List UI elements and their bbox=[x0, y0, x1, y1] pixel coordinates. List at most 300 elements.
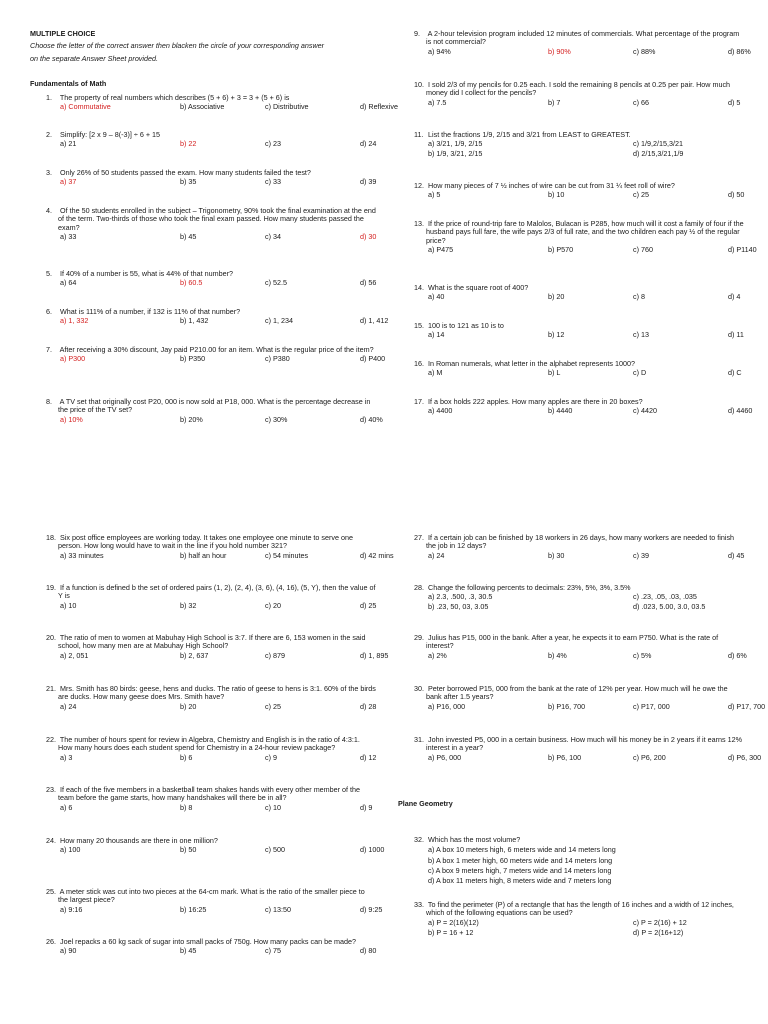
question-text bbox=[30, 837, 376, 845]
answer-option-d[interactable]: d) 4 bbox=[728, 292, 741, 302]
answer-option[interactable]: b) 1/9, 3/21, 2/15 bbox=[428, 149, 483, 159]
answer-option-d[interactable]: d) 24 bbox=[360, 139, 377, 149]
answer-option-c[interactable]: c) 75 bbox=[265, 946, 281, 956]
question-25 bbox=[30, 887, 383, 915]
answer-option-b[interactable]: b) 32 bbox=[180, 600, 197, 610]
answer-option-c[interactable]: c) 54 minutes bbox=[265, 550, 309, 560]
answer-option-a[interactable]: a) 64 bbox=[60, 278, 77, 288]
question-2 bbox=[30, 131, 376, 149]
question-number: 16. bbox=[414, 359, 424, 368]
question-text bbox=[398, 220, 744, 245]
answer-option-c[interactable]: c) P17, 000 bbox=[633, 701, 670, 711]
question-stem: What is the square root of 400? bbox=[428, 283, 529, 292]
question-text bbox=[30, 398, 376, 415]
answer-option-c[interactable]: c) 1, 234 bbox=[265, 316, 293, 326]
answer-option[interactable]: c) 1/9,2/15,3/21 bbox=[633, 139, 683, 149]
answer-option-d[interactable]: d) Reflexive bbox=[360, 102, 398, 112]
answer-option-a[interactable]: a) P16, 000 bbox=[428, 701, 466, 711]
question-text bbox=[30, 346, 376, 354]
answer-options bbox=[398, 650, 747, 661]
answer-option-b[interactable]: b) 20% bbox=[180, 414, 203, 424]
answer-options bbox=[30, 703, 376, 712]
answer-option-a[interactable]: a) 6 bbox=[60, 802, 73, 812]
question-stem: If a box holds 222 apples. How many apples are there in 20 boxes? bbox=[428, 397, 643, 406]
answer-option-d[interactable]: d) 11 bbox=[728, 330, 744, 340]
answer-option-a[interactable]: a) P475 bbox=[428, 244, 454, 254]
answer-option-d[interactable]: d) 4460 bbox=[728, 406, 753, 416]
question-text bbox=[398, 30, 744, 47]
answer-option-c[interactable]: c) 500 bbox=[265, 845, 285, 855]
question-stem: Simplify: [2 x 9 – 8(-3)] ÷ 6 + 15 bbox=[60, 130, 161, 139]
question-number: 25. bbox=[46, 887, 56, 896]
answer-options bbox=[30, 804, 376, 813]
answer-option-a[interactable]: a) 7.5 bbox=[428, 97, 447, 107]
question-22 bbox=[30, 736, 376, 763]
answer-option-d[interactable]: d) A box 11 meters high, 8 meters wide and 7 meters long bbox=[428, 876, 612, 886]
question-stem: Only 26% of 50 students passed the exam. How many students failed the test? bbox=[60, 168, 311, 177]
answer-options-row bbox=[398, 150, 744, 159]
answer-option-b[interactable]: b) 45 bbox=[180, 946, 197, 956]
question-text bbox=[398, 360, 744, 368]
answer-option-a[interactable]: a) 2, 051 bbox=[60, 650, 89, 660]
answer-option-c[interactable]: c) 20 bbox=[265, 600, 281, 610]
answer-option[interactable]: c) .23, .05, .03, .035 bbox=[633, 592, 697, 602]
question-number: 11. bbox=[414, 130, 424, 139]
answer-option-c[interactable]: c) 13:50 bbox=[265, 904, 291, 914]
question-stem: Change the following percents to decimals: 23%, 5%, 3%, 3.5% bbox=[428, 583, 631, 592]
answer-option[interactable]: a) P = 2(16)(12) bbox=[428, 917, 479, 927]
answer-option-a[interactable]: a) P6, 000 bbox=[428, 752, 462, 762]
answer-option-d[interactable]: d) P1140 bbox=[728, 244, 757, 254]
answer-option-d[interactable]: d) 80 bbox=[360, 946, 377, 956]
question-12 bbox=[398, 182, 744, 200]
answer-option-c[interactable]: c) 879 bbox=[265, 650, 285, 660]
question-stem: A meter stick was cut into two pieces at the 64-cm mark. What is the ratio of the smaller piece to the largest piece? bbox=[58, 887, 365, 905]
question-1 bbox=[30, 93, 398, 112]
question-number: 22. bbox=[46, 735, 56, 744]
instruction-line-2: on the separate Answer Sheet provided. bbox=[30, 53, 158, 63]
question-stem: A 2-hour television program included 12 minutes of commercials. What percentage of the program is not commercial? bbox=[426, 29, 740, 47]
question-stem: A TV set that originally cost P20, 000 is now sold at P18, 000. What is the percentage decrease in the price of the TV set? bbox=[58, 397, 371, 415]
question-stem: To find the perimeter (P) of a rectangle that has the length of 16 inches and a width of 12 inches, which of the following equations can be used? bbox=[426, 900, 734, 918]
answer-option-c[interactable]: c) 25 bbox=[265, 701, 281, 711]
answer-option-b[interactable]: b) P6, 100 bbox=[548, 752, 582, 762]
answer-option-d[interactable]: d) 30 bbox=[360, 231, 377, 241]
answer-options bbox=[398, 331, 744, 340]
answer-option-a[interactable]: a) 40 bbox=[428, 292, 445, 302]
question-28 bbox=[398, 584, 744, 612]
answer-option-b[interactable]: b) 1, 432 bbox=[180, 316, 209, 326]
question-29 bbox=[398, 633, 747, 661]
answer-option-c[interactable]: c) 760 bbox=[633, 244, 653, 254]
answer-option-c[interactable]: c) 8 bbox=[633, 292, 645, 302]
question-stem: Peter borrowed P15, 000 from the bank at the rate of 12% per year. How much will he owe the bank after 1.5 years? bbox=[426, 684, 728, 702]
answer-option-a[interactable]: a) 21 bbox=[60, 139, 77, 149]
question-text bbox=[398, 398, 744, 406]
answer-options-row bbox=[398, 919, 744, 928]
answer-option-d[interactable]: d) P400 bbox=[360, 354, 386, 364]
question-text bbox=[398, 685, 744, 702]
answer-options bbox=[398, 752, 762, 763]
answer-options bbox=[30, 414, 383, 425]
answer-options bbox=[30, 354, 386, 364]
question-10 bbox=[398, 81, 744, 108]
question-number: 20. bbox=[46, 633, 56, 642]
answer-option-c[interactable]: c) 52.5 bbox=[265, 278, 287, 288]
answer-option-a[interactable]: a) A box 10 meters high, 6 meters wide and 14 meters long bbox=[428, 845, 616, 855]
question-stem: Which has the most volume? bbox=[428, 835, 521, 844]
question-number: 30. bbox=[414, 684, 424, 693]
question-text bbox=[30, 131, 376, 139]
question-33 bbox=[398, 901, 744, 938]
answer-options bbox=[30, 947, 376, 956]
answer-option-c[interactable]: c) 30% bbox=[265, 414, 288, 424]
answer-option-b[interactable]: b) L bbox=[548, 368, 561, 378]
question-stem: The property of real numbers which describes (5 + 6) + 3 = 3 + (5 + 6) is bbox=[59, 93, 290, 102]
question-20 bbox=[30, 633, 389, 661]
answer-options bbox=[398, 552, 744, 561]
answer-option-d[interactable]: d) 9:25 bbox=[360, 904, 383, 914]
answer-option-a[interactable]: a) 24 bbox=[60, 701, 77, 711]
answer-option[interactable]: d) P = 2(16+12) bbox=[633, 927, 684, 937]
question-text bbox=[398, 182, 744, 190]
answer-options bbox=[398, 191, 744, 200]
answer-options bbox=[398, 46, 751, 57]
question-text bbox=[30, 169, 376, 177]
answer-option[interactable]: b) P = 16 + 12 bbox=[428, 927, 474, 937]
answer-option-b[interactable]: b) P16, 700 bbox=[548, 701, 586, 711]
question-text bbox=[30, 786, 376, 803]
answer-options-row bbox=[398, 929, 744, 938]
question-stem: If a certain job can be finished by 18 workers in 26 days, how many workers are needed to finish the job in 12 days? bbox=[426, 533, 735, 551]
answer-option-b[interactable]: b) 12 bbox=[548, 330, 565, 340]
question-number: 33. bbox=[414, 900, 424, 909]
answer-options bbox=[398, 293, 744, 302]
answer-options bbox=[30, 602, 376, 611]
question-stem: What is 111% of a number, if 132 is 11% of that number? bbox=[60, 307, 241, 316]
question-text bbox=[30, 938, 376, 946]
answer-option-b[interactable]: b) P350 bbox=[180, 354, 206, 364]
question-11 bbox=[398, 131, 744, 159]
answer-option-c[interactable]: c) D bbox=[633, 368, 647, 378]
question-number: 9. bbox=[414, 29, 420, 38]
question-stem: John invested P5, 000 in a certain business. How much will his money be in 2 years if it earns 12% interest in a year? bbox=[426, 735, 743, 753]
question-number: 27. bbox=[414, 533, 424, 542]
answer-option-b[interactable]: b) A box 1 meter high, 60 meters wide and 14 meters long bbox=[428, 855, 613, 865]
answer-option-d[interactable]: d) 1, 412 bbox=[360, 316, 389, 326]
question-stem: I sold 2/3 of my pencils for 0.25 each. I sold the remaining 8 pencils at 0.25 per pair. How much money did I collect for the pencils? bbox=[426, 80, 731, 98]
answer-option-a[interactable]: a) 33 bbox=[60, 231, 77, 241]
answer-option-b[interactable]: b) 16:25 bbox=[180, 904, 207, 914]
question-stem: If 40% of a number is 55, what is 44% of that number? bbox=[60, 269, 233, 278]
answer-option[interactable]: c) P = 2(16) + 12 bbox=[633, 917, 687, 927]
answer-option-d[interactable]: d) P17, 700 bbox=[728, 701, 766, 711]
question-21 bbox=[30, 685, 376, 712]
question-7 bbox=[30, 345, 386, 364]
answer-options bbox=[398, 369, 744, 378]
question-text bbox=[30, 207, 376, 232]
answer-option-a[interactable]: a) P300 bbox=[60, 354, 86, 364]
answer-option-b[interactable]: b) 7 bbox=[548, 97, 561, 107]
answer-option-a[interactable]: a) 94% bbox=[428, 46, 451, 56]
instruction-line-1: Choose the letter of the correct answer then blacken the circle of your corresponding answer bbox=[30, 41, 325, 51]
answer-option-b[interactable]: b) 10 bbox=[548, 190, 565, 200]
answer-option-c[interactable]: c) A box 9 meters high, 7 meters wide and 14 meters long bbox=[428, 865, 612, 875]
answer-option-c[interactable]: c) P380 bbox=[265, 354, 290, 364]
answer-option-a[interactable]: a) 33 minutes bbox=[60, 550, 104, 560]
answer-option-b[interactable]: b) 90% bbox=[548, 46, 571, 56]
answer-option-b[interactable]: b) 35 bbox=[180, 177, 197, 187]
question-26 bbox=[30, 938, 376, 956]
question-text bbox=[30, 736, 376, 753]
answer-option-a[interactable]: a) 5 bbox=[428, 190, 441, 200]
answer-option-c[interactable]: c) 9 bbox=[265, 752, 277, 762]
answer-option-c[interactable]: c) 25 bbox=[633, 190, 649, 200]
exam-title: MULTIPLE CHOICE bbox=[30, 29, 96, 38]
answer-option[interactable]: d) 2/15,3/21,1/9 bbox=[633, 149, 684, 159]
answer-options bbox=[398, 701, 766, 712]
question-text bbox=[398, 131, 744, 139]
question-8 bbox=[30, 397, 383, 425]
answer-option-b[interactable]: b) P570 bbox=[548, 244, 574, 254]
answer-option-a[interactable]: a) 10% bbox=[60, 414, 83, 424]
answer-option-c[interactable]: c) 66 bbox=[633, 97, 649, 107]
question-text bbox=[30, 888, 376, 905]
answer-option-d[interactable]: d) 9 bbox=[360, 802, 373, 812]
question-number: 6. bbox=[46, 307, 52, 316]
answer-options-row bbox=[398, 603, 744, 612]
answer-options bbox=[30, 102, 398, 112]
question-text bbox=[398, 534, 744, 551]
question-text bbox=[398, 284, 744, 292]
answer-option-d[interactable]: d) 1, 895 bbox=[360, 650, 389, 660]
answer-option-c[interactable]: c) 4420 bbox=[633, 406, 657, 416]
question-16 bbox=[398, 360, 744, 378]
question-number: 19. bbox=[46, 583, 56, 592]
question-number: 13. bbox=[414, 219, 424, 228]
answer-option-c[interactable]: c) 39 bbox=[633, 550, 649, 560]
answer-option-a[interactable]: a) 1, 332 bbox=[60, 316, 89, 326]
exam-header bbox=[30, 30, 376, 63]
question-6 bbox=[30, 307, 389, 326]
answer-options-row bbox=[398, 593, 744, 602]
question-text bbox=[398, 634, 744, 651]
answer-option-c[interactable]: c) 13 bbox=[633, 330, 649, 340]
answer-option-d[interactable]: d) C bbox=[728, 368, 742, 378]
answer-option-a[interactable]: a) M bbox=[428, 368, 443, 378]
question-stem: Of the 50 students enrolled in the subject – Trigonometry, 90% took the final examination at the end of the term. Two-thirds of those who took the final exam passed. How many students passed the exam? bbox=[58, 206, 376, 232]
section-fundamentals-heading: Fundamentals of Math bbox=[30, 79, 107, 88]
answer-options bbox=[398, 244, 757, 255]
question-number: 23. bbox=[46, 785, 56, 794]
answer-option-b[interactable]: b) 45 bbox=[180, 231, 197, 241]
question-text bbox=[398, 322, 744, 330]
question-text bbox=[398, 584, 744, 592]
question-27 bbox=[398, 534, 744, 561]
question-number: 28. bbox=[414, 583, 424, 592]
question-number: 3. bbox=[46, 168, 52, 177]
answer-option-d[interactable]: d) 86% bbox=[728, 46, 751, 56]
answer-option-c[interactable]: c) 23 bbox=[265, 139, 281, 149]
answer-option-a[interactable]: a) 10 bbox=[60, 600, 77, 610]
answer-option-c[interactable]: c) 5% bbox=[633, 650, 652, 660]
question-stem: After receiving a 30% discount, Jay paid P210.00 for an item. What is the regular price of the item? bbox=[59, 345, 374, 354]
question-number: 7. bbox=[46, 345, 52, 354]
answer-option-d[interactable]: d) 12 bbox=[360, 752, 377, 762]
question-3 bbox=[30, 169, 376, 187]
answer-option-d[interactable]: d) 42 mins bbox=[360, 550, 394, 560]
question-text bbox=[398, 901, 744, 918]
answer-option-d[interactable]: d) 28 bbox=[360, 701, 377, 711]
question-23 bbox=[30, 786, 376, 813]
question-number: 12. bbox=[414, 181, 424, 190]
question-stem: List the fractions 1/9, 2/15 and 3/21 from LEAST to GREATEST. bbox=[428, 130, 631, 139]
answer-option-b[interactable]: b) 50 bbox=[180, 845, 197, 855]
answer-option-d[interactable]: d) 5 bbox=[728, 97, 741, 107]
question-number: 5. bbox=[46, 269, 52, 278]
question-stem: Mrs. Smith has 80 birds: geese, hens and ducks. The ratio of geese to hens is 3:1. 60% of the birds are ducks. How many geese does Mrs. Smith have? bbox=[58, 684, 376, 702]
answer-options bbox=[30, 178, 376, 187]
answer-option-d[interactable]: d) 45 bbox=[728, 550, 745, 560]
question-text bbox=[30, 94, 376, 102]
answer-option-a[interactable]: a) 3 bbox=[60, 752, 73, 762]
question-number: 31. bbox=[414, 735, 424, 744]
answer-option-a[interactable]: a) 100 bbox=[60, 845, 81, 855]
answer-option-d[interactable]: d) P6, 300 bbox=[728, 752, 762, 762]
answer-option-d[interactable]: d) 50 bbox=[728, 190, 745, 200]
answer-options bbox=[30, 845, 385, 855]
question-text bbox=[398, 836, 744, 844]
answer-option-b[interactable]: b) 22 bbox=[180, 139, 197, 149]
question-stem: In Roman numerals, what letter in the alphabet represents 1000? bbox=[428, 359, 635, 368]
answer-option-c[interactable]: c) P6, 200 bbox=[633, 752, 666, 762]
question-stem: Julius has P15, 000 in the bank. After a year, he expects it to earn P750. What is the rate of interest? bbox=[426, 633, 719, 651]
answer-options bbox=[398, 99, 744, 108]
answer-option-a[interactable]: a) 4400 bbox=[428, 406, 453, 416]
question-number: 32. bbox=[414, 835, 424, 844]
question-9 bbox=[398, 29, 751, 57]
question-number: 26. bbox=[46, 937, 56, 946]
answer-option-c[interactable]: c) Distributive bbox=[265, 102, 309, 112]
answer-option-b[interactable]: b) 20 bbox=[548, 292, 565, 302]
answer-option[interactable]: d) .023, 5.00, 3.0, 03.5 bbox=[633, 602, 706, 612]
question-number: 2. bbox=[46, 130, 52, 139]
question-18 bbox=[30, 533, 394, 561]
question-text bbox=[30, 308, 376, 316]
answer-options bbox=[30, 140, 376, 149]
answer-option-a[interactable]: a) 24 bbox=[428, 550, 445, 560]
question-number: 21. bbox=[46, 684, 56, 693]
question-5 bbox=[30, 270, 376, 288]
question-31 bbox=[398, 735, 762, 763]
question-number: 10. bbox=[414, 80, 424, 89]
answer-option-c[interactable]: c) 88% bbox=[633, 46, 656, 56]
question-text bbox=[398, 736, 744, 753]
question-text bbox=[30, 270, 376, 278]
answer-option-b[interactable]: b) 20 bbox=[180, 701, 197, 711]
answer-option[interactable]: a) 3/21, 1/9, 2/15 bbox=[428, 139, 483, 149]
question-number: 15. bbox=[414, 321, 424, 330]
answer-option-c[interactable]: c) 10 bbox=[265, 802, 281, 812]
answer-options bbox=[398, 846, 744, 885]
answer-option-b[interactable]: b) 6 bbox=[180, 752, 193, 762]
question-number: 24. bbox=[46, 836, 56, 845]
question-number: 29. bbox=[414, 633, 424, 642]
answer-options bbox=[30, 754, 376, 763]
answer-option-b[interactable]: b) half an hour bbox=[180, 550, 227, 560]
question-stem: How many 20 thousands are there in one million? bbox=[60, 836, 218, 845]
answer-option-b[interactable]: b) 2, 637 bbox=[180, 650, 209, 660]
answer-option-a[interactable]: a) 90 bbox=[60, 946, 77, 956]
answer-option-d[interactable]: d) 56 bbox=[360, 278, 377, 288]
answer-option-a[interactable]: a) 37 bbox=[60, 177, 77, 187]
question-number: 18. bbox=[46, 533, 56, 542]
question-text bbox=[30, 685, 376, 702]
answer-options bbox=[30, 279, 376, 288]
answer-option-d[interactable]: d) 39 bbox=[360, 177, 377, 187]
question-text bbox=[30, 584, 376, 601]
answer-option-a[interactable]: a) 14 bbox=[428, 330, 445, 340]
answer-option-d[interactable]: d) 40% bbox=[360, 414, 383, 424]
question-stem: If the price of round-trip fare to Malolos, Bulacan is P285, how much will it cost a family of four if the husband pays full fare, the wife pays 2/3 of full rate, and the two children each pay ½ of the regular price? bbox=[426, 219, 744, 245]
question-number: 17. bbox=[414, 397, 424, 406]
question-number: 1. bbox=[46, 93, 52, 102]
answer-option-c[interactable]: c) 34 bbox=[265, 231, 281, 241]
question-text bbox=[30, 534, 376, 551]
answer-option-a[interactable]: a) 9:16 bbox=[60, 904, 83, 914]
answer-option-a[interactable]: a) Commutative bbox=[60, 102, 111, 112]
question-19 bbox=[30, 584, 376, 611]
answer-option-b[interactable]: b) 30 bbox=[548, 550, 565, 560]
question-4 bbox=[30, 207, 376, 242]
answer-options bbox=[30, 316, 389, 326]
section-geometry-heading: Plane Geometry bbox=[398, 799, 453, 808]
answer-option-b[interactable]: b) 8 bbox=[180, 802, 193, 812]
answer-options bbox=[30, 233, 376, 242]
question-number: 14. bbox=[414, 283, 424, 292]
answer-option[interactable]: b) .23, 50, 03, 3.05 bbox=[428, 602, 489, 612]
answer-option-b[interactable]: b) 4% bbox=[548, 650, 567, 660]
answer-option-d[interactable]: d) 1000 bbox=[360, 845, 385, 855]
answer-option-a[interactable]: a) 2% bbox=[428, 650, 447, 660]
answer-option-c[interactable]: c) 33 bbox=[265, 177, 281, 187]
question-17 bbox=[398, 397, 753, 416]
question-stem: If a function is defined b the set of ordered pairs (1, 2), (2, 4), (3, 6), (4, 16), (5, Y), then the value of Y is bbox=[58, 583, 376, 601]
answer-option-b[interactable]: b) 4440 bbox=[548, 406, 573, 416]
question-stem: How many pieces of 7 ½ inches of wire can be cut from 31 ¼ feet roll of wire? bbox=[428, 181, 675, 190]
answer-option-b[interactable]: b) Associative bbox=[180, 102, 225, 112]
question-30 bbox=[398, 684, 766, 712]
answer-options bbox=[30, 550, 394, 561]
question-stem: The number of hours spent for review in Algebra, Chemistry and English is in the ratio of 4:3:1. How many hours does each student spend for Chemistry in a 24-hour review package? bbox=[58, 735, 360, 753]
question-13 bbox=[398, 219, 757, 255]
question-stem: If each of the five members in a basketball team shakes hands with every other member of the team before the game starts, how many handshakes will there be in all? bbox=[58, 785, 361, 803]
question-text bbox=[30, 634, 376, 651]
answer-options bbox=[398, 406, 753, 416]
question-stem: Six post office employees are working today. It takes one employee one minute to serve one person. How long would have to wait in the line if you hold number 321? bbox=[58, 533, 353, 551]
answer-option-d[interactable]: d) 6% bbox=[728, 650, 747, 660]
answer-option-d[interactable]: d) 25 bbox=[360, 600, 377, 610]
question-32 bbox=[398, 836, 744, 885]
answer-option-b[interactable]: b) 60.5 bbox=[180, 278, 203, 288]
answer-options bbox=[30, 650, 389, 661]
question-15 bbox=[398, 322, 744, 340]
question-number: 8. bbox=[46, 397, 52, 406]
question-24 bbox=[30, 836, 385, 855]
question-number: 4. bbox=[46, 206, 52, 215]
answer-option[interactable]: a) 2.3, .500, .3, 30.5 bbox=[428, 592, 493, 602]
question-stem: 100 is to 121 as 10 is to bbox=[428, 321, 504, 330]
